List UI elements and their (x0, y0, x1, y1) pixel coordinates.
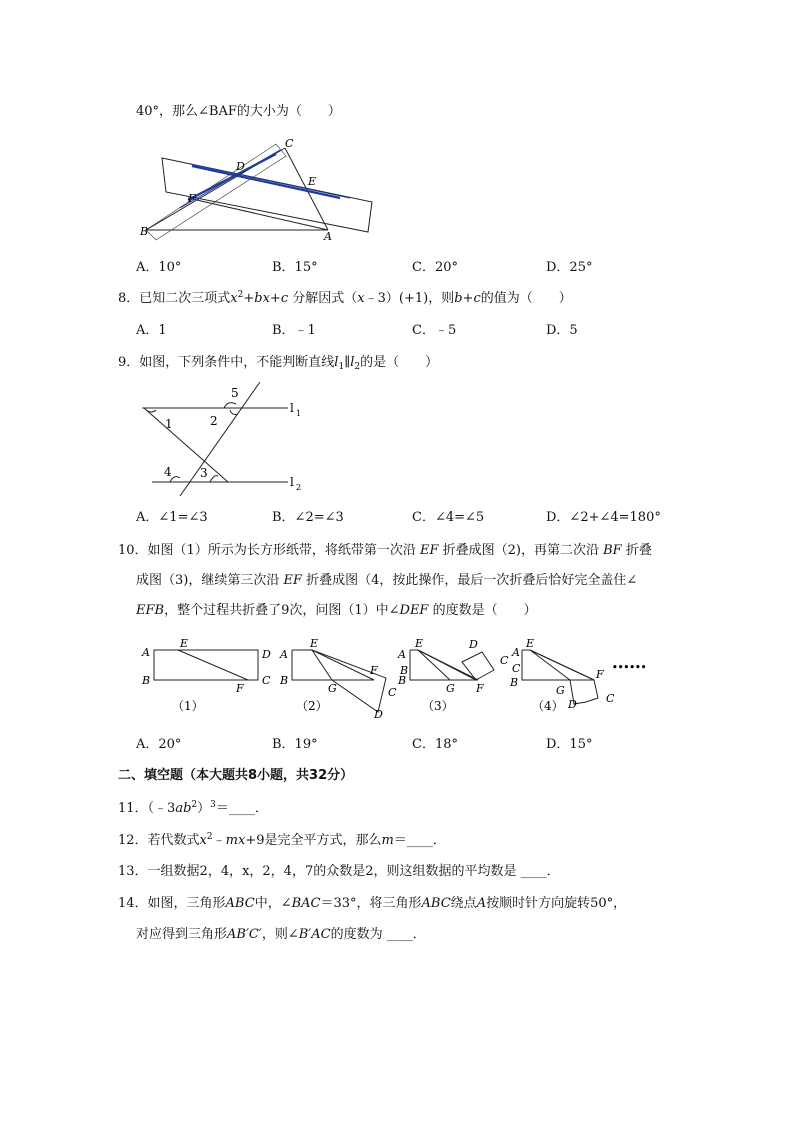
q10-option-d: D．15° (546, 737, 593, 752)
svg-text:C: C (606, 692, 615, 705)
q13: 13．一组数据2，4，x，2，4，7的众数是2，则这组数据的平均数是 ____． (118, 864, 560, 879)
q9-option-b: B．∠2=∠3 (272, 510, 344, 525)
q9-label-5: 5 (231, 386, 239, 400)
svg-text:D: D (568, 698, 577, 711)
q7-label-c: C (285, 137, 294, 150)
q10-caption-4: （4） (532, 699, 564, 713)
svg-text:B: B (510, 676, 519, 689)
q9-label-l2: l (290, 475, 294, 489)
q9-option-d: D．∠2+∠4=180° (546, 510, 661, 525)
q9-option-c: C．∠4=∠5 (412, 510, 485, 525)
svg-text:B: B (280, 674, 289, 687)
q8-option-d: D．5 (546, 323, 578, 338)
svg-text:C: C (512, 662, 521, 675)
svg-text:A: A (398, 648, 406, 661)
svg-text:A: A (280, 648, 288, 661)
svg-text:E: E (180, 637, 189, 650)
q10-line-3: EFB，整个过程共折叠了9次，问图（1）中∠DEF 的度数是（ ） (136, 603, 537, 618)
svg-text:A: A (142, 646, 150, 659)
svg-text:E: E (526, 637, 535, 650)
q7-label-b: B (140, 225, 149, 238)
q9-stem: 9．如图，下列条件中，不能判断直线$l_1\parallel l_2$的是（ ） (118, 355, 439, 372)
svg-text:E: E (310, 637, 319, 650)
svg-text:G: G (328, 682, 337, 695)
q7-label-e: E (308, 175, 317, 188)
q7-stem: 40°，那么∠BAF的大小为（ ） (136, 104, 341, 119)
q10-caption-1: （1） (172, 699, 204, 713)
q9-label-2: 2 (210, 414, 218, 428)
svg-text:A: A (512, 646, 520, 659)
q8-option-a: A．1 (136, 323, 167, 338)
q14-line-2: 对应得到三角形AB′C′，则∠B′AC的度数为 ____． (136, 927, 426, 942)
svg-text:G: G (446, 682, 455, 695)
q7-label-a: A (324, 230, 332, 242)
svg-text:B: B (142, 674, 151, 687)
q10-line-1: 10．如图（1）所示为长方形纸带，将纸带第一次沿 EF 折叠成图（2)，再第二次沿 BF 折叠 (118, 543, 652, 558)
q10-option-a: A．20° (136, 737, 182, 752)
svg-text:G: G (556, 684, 565, 697)
svg-text:C: C (262, 674, 271, 687)
svg-text:C: C (388, 686, 397, 699)
q10-dots: •••••• (612, 663, 647, 673)
q9-label-l1: l (290, 401, 294, 415)
q10-line-2: 成图（3)，继续第三次沿 EF 折叠成图（4，按此操作，最后一次折叠后恰好完全盖住∠ (136, 573, 638, 588)
q10-option-b: B．19° (272, 737, 318, 752)
svg-text:E: E (415, 637, 424, 650)
q7-option-a: A．10° (136, 260, 182, 275)
q10-option-c: C．18° (412, 737, 458, 752)
q8-option-b: B．﹣1 (272, 323, 316, 338)
q7-option-c: C．20° (412, 260, 458, 275)
svg-text:F: F (236, 682, 244, 695)
q9-label-l1-sub: 1 (296, 409, 302, 418)
svg-text:D: D (374, 708, 383, 721)
q7-label-f: F (188, 192, 196, 205)
q14-line-1: 14．如图，三角形ABC中，∠BAC＝33°，将三角形ABC绕点A按顺时针方向旋转50°， (118, 896, 627, 911)
svg-text:B: B (398, 674, 407, 687)
svg-text:D: D (262, 648, 271, 661)
q9-option-a: A．∠1=∠3 (136, 510, 208, 525)
q12: 12．若代数式$x^2﹣mx+9$是完全平方式，那么m＝____． (118, 832, 446, 848)
q7-figure (140, 136, 380, 242)
q9-label-3: 3 (200, 466, 208, 480)
q7-option-b: B．15° (272, 260, 318, 275)
svg-text:F: F (370, 664, 378, 677)
q11: 11．$(﹣3ab^2)^3=\_\_\_\_$． (118, 800, 268, 816)
svg-text:D: D (469, 638, 478, 651)
q9-label-l2-sub: 2 (296, 483, 302, 492)
q7-option-d: D．25° (546, 260, 593, 275)
svg-text:F: F (596, 668, 604, 681)
q8-stem: 8．已知二次三项式$x^2+bx+c$ 分解因式（x﹣3）(+1)，则b+c的值为（ ） (118, 290, 572, 306)
q9-label-4: 4 (164, 465, 172, 479)
q9-label-1: 1 (165, 417, 173, 431)
q10-figures (138, 634, 658, 724)
svg-text:F: F (476, 682, 484, 695)
svg-text:C: C (500, 654, 509, 667)
q7-label-d: D (236, 160, 245, 173)
q10-caption-2: （2） (296, 699, 328, 713)
q10-caption-3: （3） (422, 699, 454, 713)
section-2-title: 二、填空题（本大题共8小题，共32分） (118, 768, 354, 783)
q9-figure (140, 380, 320, 496)
q8-option-c: C．﹣5 (412, 323, 457, 338)
svg-text:B: B (400, 664, 409, 677)
